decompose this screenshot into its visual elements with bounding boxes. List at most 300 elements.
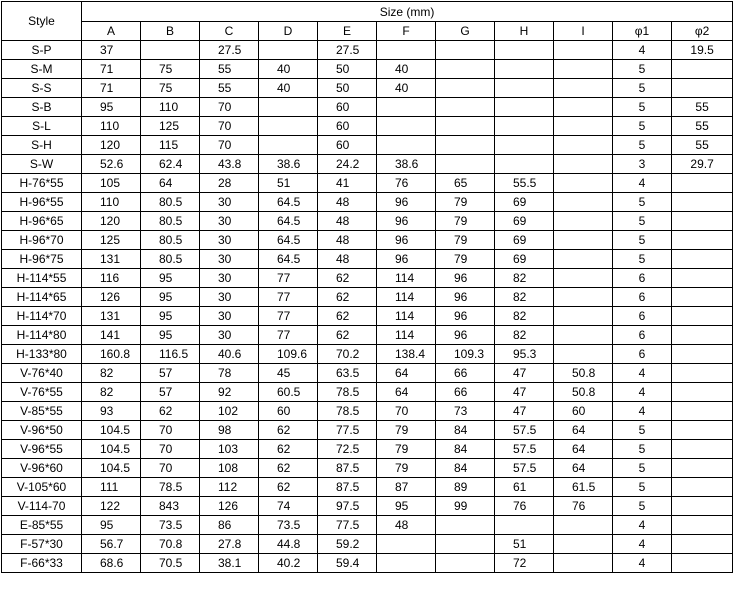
cell-a: 141 [82, 326, 141, 345]
cell-a: 56.7 [82, 535, 141, 554]
cell-phi2 [672, 174, 733, 193]
table-row [2, 136, 733, 155]
cell-a: 160.8 [82, 345, 141, 364]
cell-b: 70 [141, 440, 200, 459]
cell-a: 122 [82, 497, 141, 516]
cell-g [436, 155, 495, 174]
cell-c: 108 [200, 459, 259, 478]
cell-i [554, 193, 613, 212]
cell-e: 48 [318, 193, 377, 212]
cell-g: 65 [436, 174, 495, 193]
cell-e: 72.5 [318, 440, 377, 459]
cell-phi2 [672, 326, 733, 345]
cell-phi1: 5 [613, 117, 672, 136]
table-row [2, 79, 733, 98]
cell-g [436, 98, 495, 117]
cell-a: 105 [82, 174, 141, 193]
cell-c: 102 [200, 402, 259, 421]
cell-i [554, 41, 613, 60]
style-column-header: Style [2, 2, 82, 41]
cell-style: V-76*40 [2, 364, 82, 383]
table-row [2, 269, 733, 288]
cell-h: 69 [495, 212, 554, 231]
cell-style: H-76*55 [2, 174, 82, 193]
cell-b: 57 [141, 364, 200, 383]
cell-a: 95 [82, 516, 141, 535]
cell-a: 68.6 [82, 554, 141, 573]
cell-f: 114 [377, 326, 436, 345]
cell-style: S-W [2, 155, 82, 174]
cell-phi2: 55 [672, 136, 733, 155]
column-header-e: E [318, 22, 377, 41]
cell-phi1: 4 [613, 41, 672, 60]
cell-f: 40 [377, 79, 436, 98]
cell-style: F-57*30 [2, 535, 82, 554]
cell-d: 38.6 [259, 155, 318, 174]
cell-phi2 [672, 193, 733, 212]
cell-style: H-96*75 [2, 250, 82, 269]
cell-f: 79 [377, 440, 436, 459]
cell-h: 69 [495, 231, 554, 250]
cell-e: 27.5 [318, 41, 377, 60]
cell-style: S-L [2, 117, 82, 136]
cell-e: 62 [318, 288, 377, 307]
cell-f: 114 [377, 307, 436, 326]
cell-phi2 [672, 307, 733, 326]
cell-d: 40.2 [259, 554, 318, 573]
cell-d: 60.5 [259, 383, 318, 402]
cell-g: 66 [436, 364, 495, 383]
cell-i [554, 554, 613, 573]
cell-f: 87 [377, 478, 436, 497]
cell-style: S-B [2, 98, 82, 117]
cell-a: 110 [82, 193, 141, 212]
table-row [2, 250, 733, 269]
cell-b: 80.5 [141, 231, 200, 250]
cell-style: H-114*65 [2, 288, 82, 307]
cell-b: 62.4 [141, 155, 200, 174]
cell-h: 76 [495, 497, 554, 516]
cell-style: F-66*33 [2, 554, 82, 573]
cell-a: 71 [82, 60, 141, 79]
cell-c: 86 [200, 516, 259, 535]
cell-h [495, 60, 554, 79]
cell-phi2 [672, 440, 733, 459]
cell-h: 47 [495, 364, 554, 383]
cell-i [554, 516, 613, 535]
cell-g [436, 516, 495, 535]
cell-style: V-76*55 [2, 383, 82, 402]
cell-phi1: 5 [613, 421, 672, 440]
table-row [2, 307, 733, 326]
cell-d: 77 [259, 307, 318, 326]
cell-f: 114 [377, 288, 436, 307]
cell-a: 104.5 [82, 440, 141, 459]
cell-d: 77 [259, 326, 318, 345]
cell-b: 75 [141, 79, 200, 98]
cell-b: 80.5 [141, 250, 200, 269]
cell-phi2 [672, 535, 733, 554]
cell-i [554, 60, 613, 79]
cell-e: 78.5 [318, 383, 377, 402]
cell-phi2: 55 [672, 117, 733, 136]
table-row [2, 98, 733, 117]
cell-c: 103 [200, 440, 259, 459]
cell-i: 50.8 [554, 383, 613, 402]
cell-d: 40 [259, 79, 318, 98]
cell-phi2 [672, 459, 733, 478]
cell-phi1: 4 [613, 535, 672, 554]
cell-a: 111 [82, 478, 141, 497]
cell-c: 30 [200, 326, 259, 345]
cell-f: 114 [377, 269, 436, 288]
cell-f: 138.4 [377, 345, 436, 364]
cell-d: 73.5 [259, 516, 318, 535]
cell-phi1: 5 [613, 250, 672, 269]
cell-phi2 [672, 79, 733, 98]
cell-phi2: 55 [672, 98, 733, 117]
cell-g: 84 [436, 459, 495, 478]
cell-a: 52.6 [82, 155, 141, 174]
cell-style: S-S [2, 79, 82, 98]
cell-h: 47 [495, 402, 554, 421]
cell-style: S-M [2, 60, 82, 79]
cell-i: 61.5 [554, 478, 613, 497]
cell-c: 70 [200, 98, 259, 117]
cell-f: 95 [377, 497, 436, 516]
cell-c: 30 [200, 231, 259, 250]
cell-phi1: 3 [613, 155, 672, 174]
cell-style: S-H [2, 136, 82, 155]
cell-e: 63.5 [318, 364, 377, 383]
cell-d: 45 [259, 364, 318, 383]
cell-i [554, 212, 613, 231]
cell-style: V-96*60 [2, 459, 82, 478]
cell-i [554, 345, 613, 364]
cell-a: 110 [82, 117, 141, 136]
cell-style: H-133*80 [2, 345, 82, 364]
cell-style: V-96*55 [2, 440, 82, 459]
cell-f: 96 [377, 250, 436, 269]
cell-e: 24.2 [318, 155, 377, 174]
table-row [2, 41, 733, 60]
cell-d: 64.5 [259, 193, 318, 212]
cell-e: 50 [318, 79, 377, 98]
cell-a: 120 [82, 136, 141, 155]
cell-phi2: 19.5 [672, 41, 733, 60]
cell-f [377, 535, 436, 554]
cell-style: S-P [2, 41, 82, 60]
cell-h: 69 [495, 193, 554, 212]
cell-c: 92 [200, 383, 259, 402]
cell-phi2 [672, 60, 733, 79]
cell-g: 96 [436, 326, 495, 345]
column-header-c: C [200, 22, 259, 41]
cell-phi1: 5 [613, 440, 672, 459]
cell-phi2 [672, 554, 733, 573]
cell-g [436, 554, 495, 573]
cell-h: 57.5 [495, 421, 554, 440]
table-row [2, 117, 733, 136]
cell-b: 116.5 [141, 345, 200, 364]
cell-a: 37 [82, 41, 141, 60]
cell-e: 60 [318, 136, 377, 155]
table-row [2, 402, 733, 421]
cell-b: 70.5 [141, 554, 200, 573]
cell-i: 64 [554, 459, 613, 478]
cell-c: 30 [200, 250, 259, 269]
cell-phi2 [672, 250, 733, 269]
cell-h: 47 [495, 383, 554, 402]
cell-f: 64 [377, 364, 436, 383]
cell-c: 30 [200, 212, 259, 231]
cell-h [495, 516, 554, 535]
cell-b: 95 [141, 269, 200, 288]
cell-a: 71 [82, 79, 141, 98]
cell-d: 62 [259, 440, 318, 459]
cell-g: 89 [436, 478, 495, 497]
cell-d: 51 [259, 174, 318, 193]
cell-a: 82 [82, 364, 141, 383]
table-row [2, 60, 733, 79]
cell-phi2 [672, 383, 733, 402]
cell-phi2 [672, 497, 733, 516]
cell-b: 73.5 [141, 516, 200, 535]
cell-b: 115 [141, 136, 200, 155]
cell-g [436, 136, 495, 155]
cell-phi1: 6 [613, 269, 672, 288]
cell-i [554, 250, 613, 269]
cell-i [554, 174, 613, 193]
cell-f [377, 554, 436, 573]
cell-g: 99 [436, 497, 495, 516]
cell-style: V-96*50 [2, 421, 82, 440]
cell-e: 97.5 [318, 497, 377, 516]
cell-f: 96 [377, 212, 436, 231]
cell-e: 77.5 [318, 421, 377, 440]
cell-e: 87.5 [318, 478, 377, 497]
cell-h [495, 98, 554, 117]
cell-phi2 [672, 364, 733, 383]
cell-phi1: 4 [613, 383, 672, 402]
cell-i [554, 326, 613, 345]
cell-h: 69 [495, 250, 554, 269]
cell-d: 44.8 [259, 535, 318, 554]
cell-i [554, 117, 613, 136]
cell-b: 95 [141, 288, 200, 307]
cell-b: 110 [141, 98, 200, 117]
table-row [2, 554, 733, 573]
cell-phi1: 5 [613, 98, 672, 117]
cell-phi1: 5 [613, 136, 672, 155]
table-row [2, 421, 733, 440]
cell-i [554, 307, 613, 326]
cell-g: 84 [436, 421, 495, 440]
cell-h: 51 [495, 535, 554, 554]
cell-c: 70 [200, 117, 259, 136]
table-row [2, 459, 733, 478]
cell-c: 40.6 [200, 345, 259, 364]
cell-e: 60 [318, 98, 377, 117]
cell-c: 78 [200, 364, 259, 383]
cell-e: 62 [318, 326, 377, 345]
cell-g: 79 [436, 212, 495, 231]
table-row [2, 231, 733, 250]
cell-e: 48 [318, 231, 377, 250]
cell-phi2 [672, 402, 733, 421]
cell-c: 43.8 [200, 155, 259, 174]
cell-i [554, 231, 613, 250]
cell-f [377, 117, 436, 136]
cell-c: 70 [200, 136, 259, 155]
cell-e: 50 [318, 60, 377, 79]
cell-h: 72 [495, 554, 554, 573]
cell-f [377, 136, 436, 155]
cell-b: 70 [141, 459, 200, 478]
table-row [2, 516, 733, 535]
cell-phi1: 6 [613, 288, 672, 307]
cell-b: 78.5 [141, 478, 200, 497]
cell-b: 75 [141, 60, 200, 79]
cell-phi1: 4 [613, 174, 672, 193]
cell-phi1: 6 [613, 307, 672, 326]
cell-b: 843 [141, 497, 200, 516]
cell-phi1: 5 [613, 79, 672, 98]
cell-c: 28 [200, 174, 259, 193]
table-row [2, 383, 733, 402]
table-row [2, 345, 733, 364]
cell-phi1: 4 [613, 554, 672, 573]
cell-d: 64.5 [259, 250, 318, 269]
cell-phi1: 5 [613, 478, 672, 497]
table-row [2, 440, 733, 459]
size-group-header: Size (mm) [82, 2, 733, 22]
cell-i [554, 155, 613, 174]
cell-g: 79 [436, 193, 495, 212]
cell-b: 95 [141, 307, 200, 326]
cell-a: 104.5 [82, 459, 141, 478]
cell-g [436, 117, 495, 136]
cell-g: 79 [436, 250, 495, 269]
cell-a: 116 [82, 269, 141, 288]
column-header-d: D [259, 22, 318, 41]
table-body [2, 41, 733, 573]
cell-style: V-85*55 [2, 402, 82, 421]
cell-b: 64 [141, 174, 200, 193]
cell-i [554, 136, 613, 155]
cell-f: 40 [377, 60, 436, 79]
column-header-phi1: φ1 [613, 22, 672, 41]
cell-a: 131 [82, 250, 141, 269]
table-row [2, 326, 733, 345]
cell-h: 82 [495, 326, 554, 345]
cell-style: H-96*65 [2, 212, 82, 231]
table-row [2, 497, 733, 516]
cell-b: 80.5 [141, 212, 200, 231]
cell-c: 27.8 [200, 535, 259, 554]
cell-f: 64 [377, 383, 436, 402]
cell-g [436, 535, 495, 554]
cell-h [495, 155, 554, 174]
cell-style: H-114*80 [2, 326, 82, 345]
cell-d [259, 41, 318, 60]
cell-a: 93 [82, 402, 141, 421]
cell-a: 82 [82, 383, 141, 402]
cell-h: 55.5 [495, 174, 554, 193]
cell-d: 62 [259, 459, 318, 478]
cell-e: 70.2 [318, 345, 377, 364]
cell-h: 82 [495, 288, 554, 307]
cell-e: 59.4 [318, 554, 377, 573]
cell-h [495, 136, 554, 155]
cell-b [141, 41, 200, 60]
cell-i: 76 [554, 497, 613, 516]
cell-i: 64 [554, 421, 613, 440]
cell-a: 95 [82, 98, 141, 117]
header-row-1 [2, 2, 733, 22]
cell-a: 131 [82, 307, 141, 326]
cell-i [554, 98, 613, 117]
column-header-i: I [554, 22, 613, 41]
table-row [2, 478, 733, 497]
cell-e: 41 [318, 174, 377, 193]
cell-e: 78.5 [318, 402, 377, 421]
column-header-b: B [141, 22, 200, 41]
cell-phi1: 5 [613, 231, 672, 250]
cell-phi2 [672, 516, 733, 535]
cell-i: 64 [554, 440, 613, 459]
table-row [2, 288, 733, 307]
cell-c: 38.1 [200, 554, 259, 573]
cell-d: 64.5 [259, 231, 318, 250]
column-header-f: F [377, 22, 436, 41]
cell-phi1: 6 [613, 345, 672, 364]
cell-b: 62 [141, 402, 200, 421]
cell-f [377, 98, 436, 117]
cell-phi1: 4 [613, 364, 672, 383]
cell-g [436, 79, 495, 98]
cell-style: H-96*70 [2, 231, 82, 250]
cell-phi1: 5 [613, 212, 672, 231]
cell-phi2: 29.7 [672, 155, 733, 174]
table-row [2, 212, 733, 231]
cell-g: 66 [436, 383, 495, 402]
header-row-2 [2, 22, 733, 41]
cell-d: 62 [259, 421, 318, 440]
cell-c: 126 [200, 497, 259, 516]
cell-a: 126 [82, 288, 141, 307]
cell-b: 70 [141, 421, 200, 440]
cell-i [554, 269, 613, 288]
cell-e: 87.5 [318, 459, 377, 478]
cell-b: 95 [141, 326, 200, 345]
cell-a: 104.5 [82, 421, 141, 440]
cell-c: 55 [200, 60, 259, 79]
cell-i [554, 79, 613, 98]
cell-c: 30 [200, 307, 259, 326]
cell-i [554, 288, 613, 307]
table-row [2, 155, 733, 174]
cell-f [377, 41, 436, 60]
table-row [2, 364, 733, 383]
cell-d: 62 [259, 478, 318, 497]
cell-style: H-96*55 [2, 193, 82, 212]
table-row [2, 535, 733, 554]
cell-g: 96 [436, 307, 495, 326]
cell-d [259, 117, 318, 136]
cell-h [495, 41, 554, 60]
cell-phi2 [672, 421, 733, 440]
